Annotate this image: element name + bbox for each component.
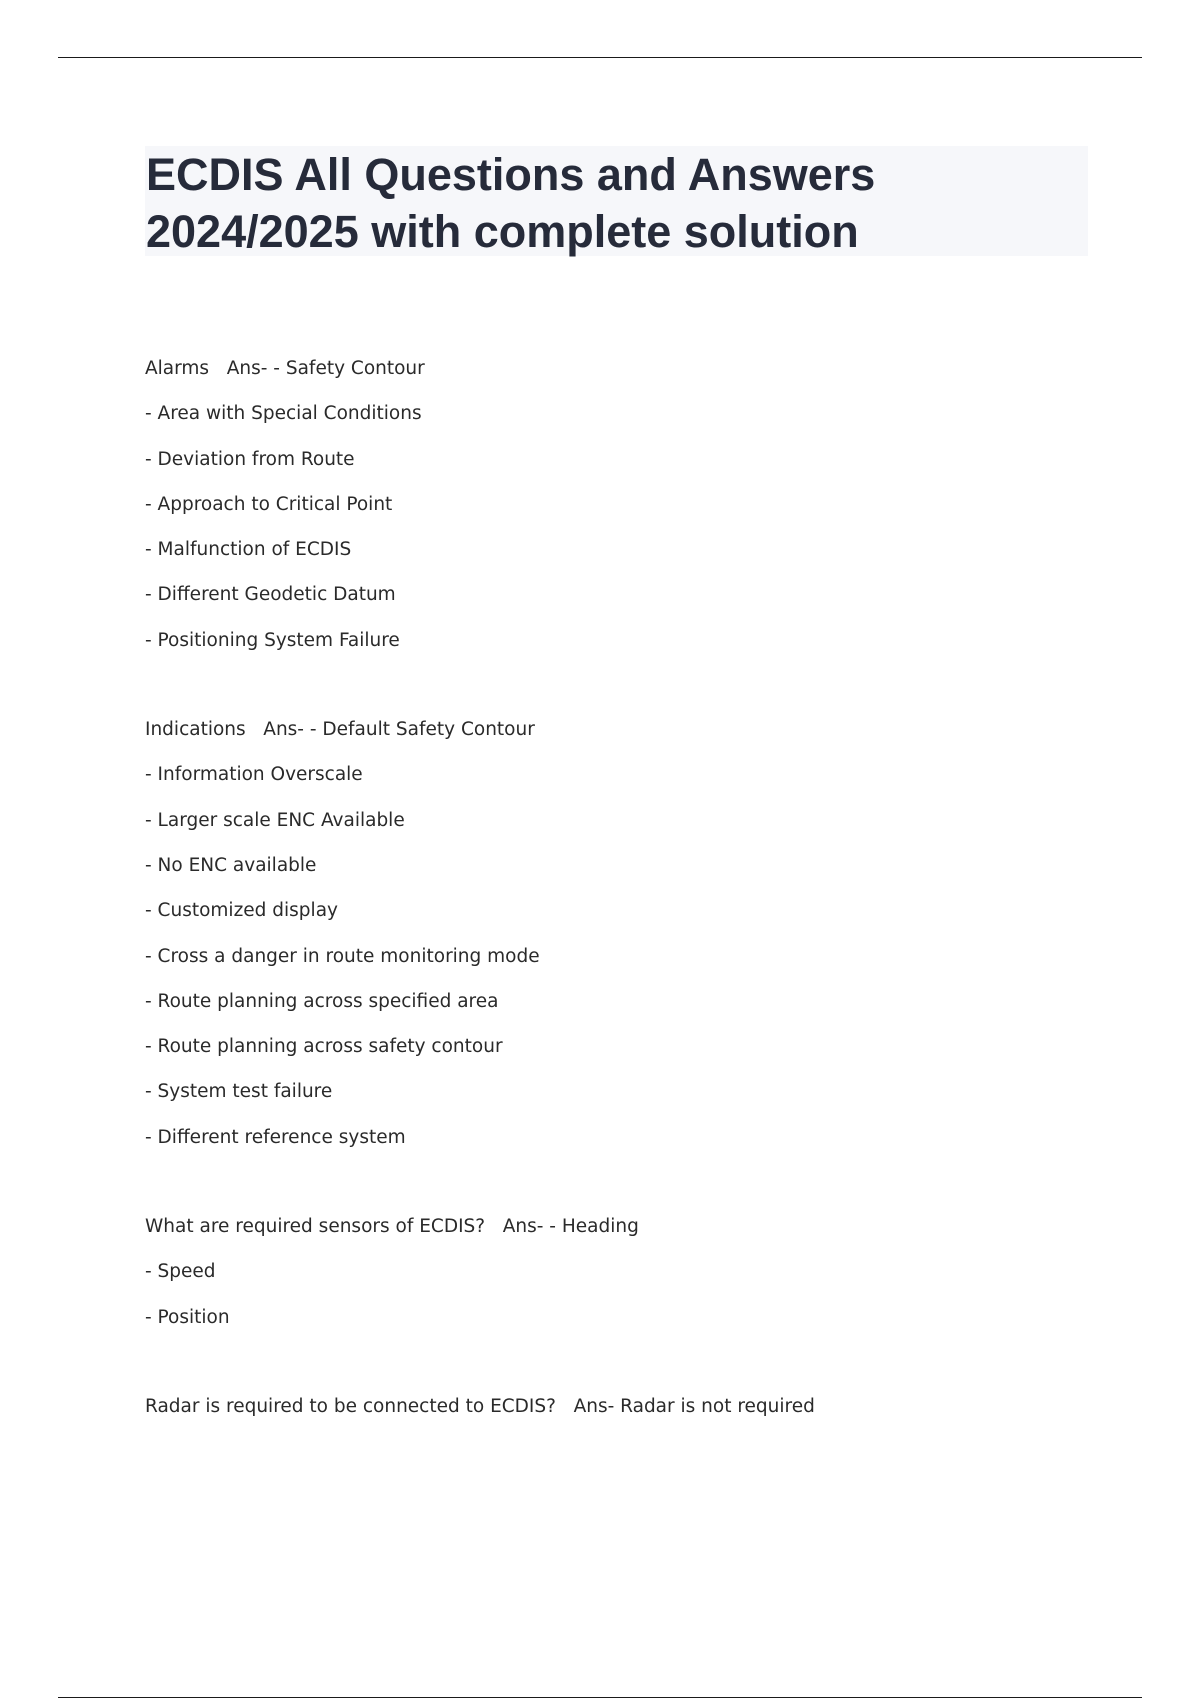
answer-line: - Approach to Critical Point bbox=[145, 493, 393, 515]
answer-line: - Larger scale ENC Available bbox=[145, 809, 405, 831]
answer-line: - Different reference system bbox=[145, 1126, 406, 1148]
answer-line: - Area with Special Conditions bbox=[145, 403, 422, 425]
qa-content bbox=[145, 346, 1105, 1473]
answer-line: - Speed bbox=[145, 1261, 216, 1283]
answer-line: - Position bbox=[145, 1306, 230, 1328]
question-answer-line: What are required sensors of ECDIS? Ans- - Heading bbox=[145, 1216, 639, 1238]
qa-item-radar bbox=[145, 1384, 1105, 1429]
document-title bbox=[145, 146, 1088, 256]
question-answer-line: Indications Ans- - Default Safety Contour bbox=[145, 719, 535, 741]
answer-line: - No ENC available bbox=[145, 854, 317, 876]
answer-line: - Route planning across specified area bbox=[145, 990, 499, 1012]
answer-line: - Deviation from Route bbox=[145, 448, 355, 470]
answer-line: - Route planning across safety contour bbox=[145, 1036, 503, 1058]
title-line-2: 2024/2025 with complete solution bbox=[146, 206, 859, 257]
answer-line: - Information Overscale bbox=[145, 764, 363, 786]
top-rule bbox=[58, 57, 1142, 58]
title-line-1: ECDIS All Questions and Answers bbox=[146, 149, 876, 200]
answer-line: - Cross a danger in route monitoring mode bbox=[145, 945, 540, 967]
qa-item-indications bbox=[145, 707, 1105, 1160]
bottom-rule bbox=[58, 1697, 1142, 1698]
answer-line: - Malfunction of ECDIS bbox=[145, 539, 352, 561]
answer-line: - Positioning System Failure bbox=[145, 629, 400, 651]
answer-line: - Different Geodetic Datum bbox=[145, 584, 396, 606]
qa-item-alarms bbox=[145, 346, 1105, 663]
answer-line: - System test failure bbox=[145, 1081, 333, 1103]
question-answer-line: Radar is required to be connected to ECDIS? Ans- Radar is not required bbox=[145, 1395, 815, 1417]
answer-line: - Customized display bbox=[145, 900, 338, 922]
qa-item-required-sensors bbox=[145, 1204, 1105, 1340]
question-answer-line: Alarms Ans- - Safety Contour bbox=[145, 358, 425, 379]
